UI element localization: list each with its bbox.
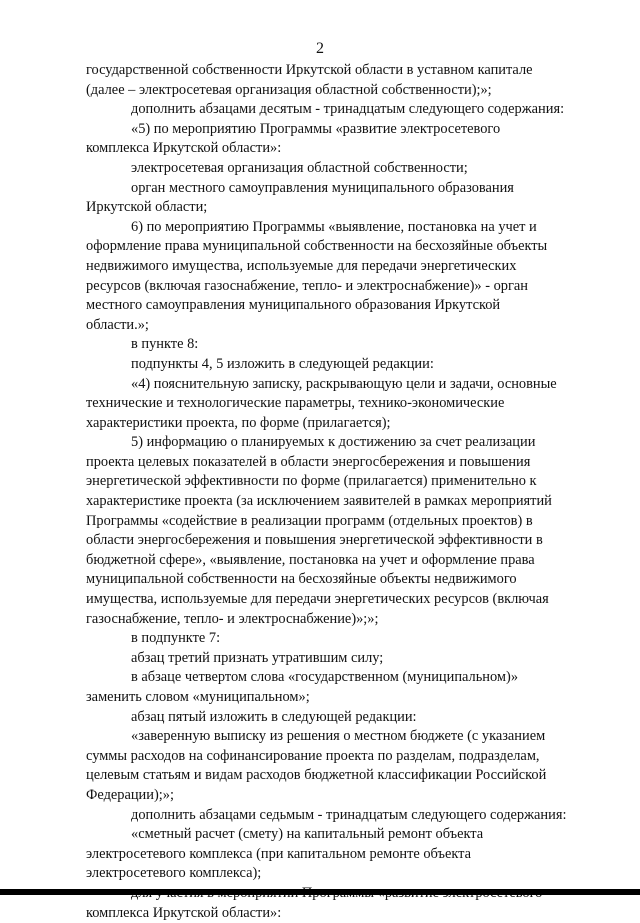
paragraph-12: абзац третий признать утратившим силу; — [131, 649, 384, 666]
paragraph-5: орган местного самоуправления муниципального образования Иркутской области; — [86, 179, 514, 216]
paragraph-17: «сметный расчет (смету) на капитальный ремонт объекта электросетевого комплекса (при капитальном ремонте объекта электросетевого комплекса); — [86, 826, 484, 882]
paragraph-1: государственной собственности Иркутской области в уставном капитале (далее – электросетевая организация областной собственности);»; — [86, 62, 533, 98]
paragraph-10: 5) информацию о планируемых к достижению за счет реализации проекта целевых показателей в области энергосбережения и повышения энергетической эффективности по форме (прилагается) применительно к характеристике проекта (за исключением заявителей в рамках мероприятий Программы «содействие в реализации программ (отдельных проектов) в области энергосбережения и повышения энергетической эффективности в бюджетной сфере», «выявление, постановка на учет и оформление права муниципальной собственности на бесхозяйные объекты недвижимого имущества, используемые для передачи энергетических ресурсов (включая газоснабжение, тепло- и электроснабжение)»;»; — [86, 434, 552, 627]
paragraph-6: 6) по мероприятию Программы «выявление, постановка на учет и оформление права муниципальной собственности на бесхозяйные объекты недвижимого имущества, используемые для передачи энергетических ресурсов (включая газоснабжение, тепло- и электроснабжение)» - орган местного самоуправления муниципального образования Иркутской области.»; — [86, 218, 548, 333]
paragraph-3: «5) по мероприятию Программы «развитие электросетевого комплекса Иркутской области»: — [86, 120, 501, 157]
paragraph-16: дополнить абзацами седьмым - тринадцатым следующего содержания: — [131, 806, 567, 823]
paragraph-18: комплекса Иркутской области»: — [86, 904, 282, 921]
scan-edge-bar — [0, 889, 640, 895]
paragraph-8: подпункты 4, 5 изложить в следующей редакции: — [131, 355, 434, 372]
page-number: 2 — [316, 40, 324, 57]
paragraph-15: «заверенную выписку из решения о местном бюджете (с указанием суммы расходов на софинансирование проекта по разделам, подразделам, целевым статьям и видам расходов бюджетной классификации Российской Федерации);»; — [86, 728, 547, 803]
paragraph-14: абзац пятый изложить в следующей редакции: — [131, 708, 417, 725]
paragraph-7: в пункте 8: — [131, 336, 199, 353]
document-body — [86, 61, 600, 923]
paragraph-9: «4) пояснительную записку, раскрывающую цели и задачи, основные технические и технологические параметры, технико-экономические характеристики проекта, по форме (прилагается); — [86, 375, 557, 431]
paragraph-13: в абзаце четвертом слова «государственном (муниципальном)» заменить словом «муниципальном»; — [86, 669, 519, 705]
paragraph-4: электросетевая организация областной собственности; — [131, 159, 468, 176]
paragraph-2: дополнить абзацами десятым - тринадцатым следующего содержания: — [131, 101, 565, 118]
paragraph-11: в подпункте 7: — [131, 630, 221, 647]
